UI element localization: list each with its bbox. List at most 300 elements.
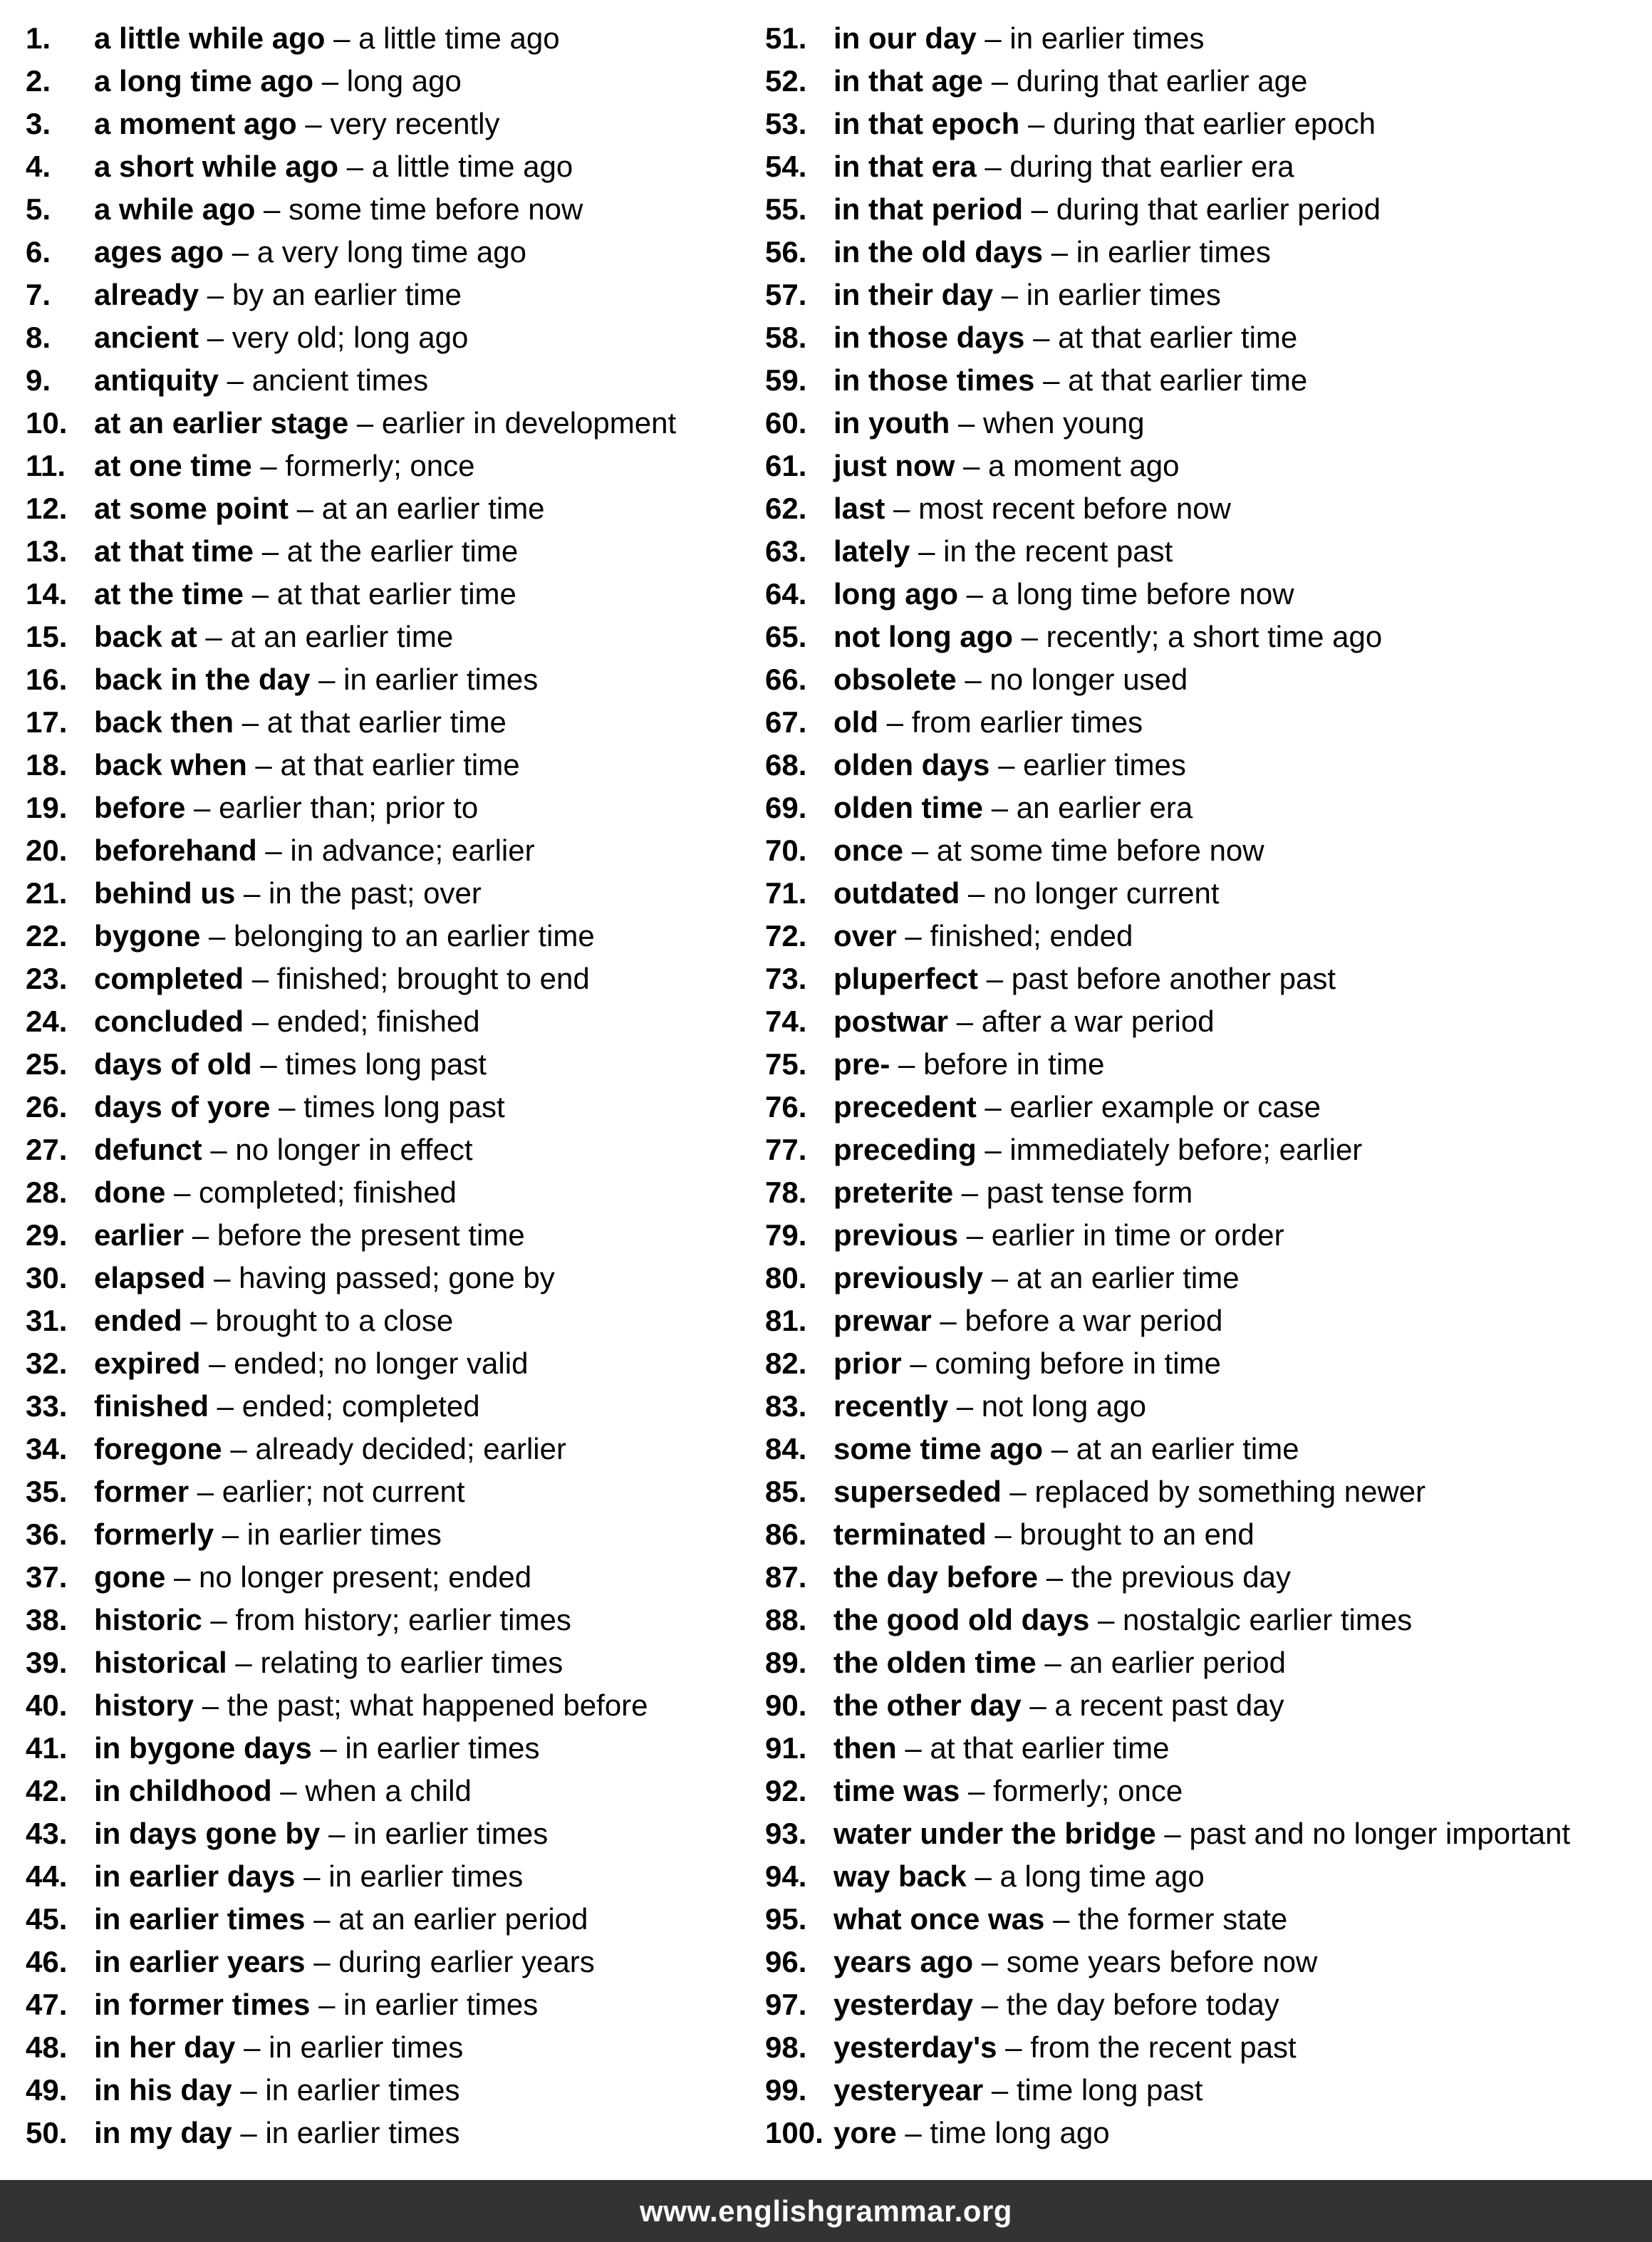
list-item — [765, 1983, 1648, 2026]
item-separator: – — [338, 150, 372, 183]
list-item — [26, 1641, 745, 1684]
list-item — [26, 616, 745, 658]
item-term: obsolete — [833, 663, 957, 696]
item-definition: in earlier times — [246, 1517, 442, 1551]
item-number: 51. — [765, 21, 807, 55]
item-number: 17. — [26, 705, 68, 739]
item-definition: before in time — [923, 1047, 1105, 1081]
item-definition: belonging to an earlier time — [234, 919, 595, 953]
item-separator: – — [320, 1817, 354, 1850]
list-item — [765, 60, 1648, 103]
item-number: 41. — [26, 1731, 68, 1765]
list-item — [26, 1684, 745, 1727]
item-separator: – — [235, 876, 269, 910]
item-number: 65. — [765, 620, 807, 653]
item-definition: during that earlier era — [1009, 150, 1294, 183]
item-term: water under the bridge — [833, 1817, 1156, 1850]
item-term: years ago — [833, 1945, 974, 1978]
item-definition: from history; earlier times — [235, 1603, 571, 1636]
item-separator: – — [1023, 192, 1056, 226]
item-number: 39. — [26, 1646, 68, 1679]
item-number: 87. — [765, 1560, 807, 1594]
item-term: elapsed — [94, 1261, 206, 1294]
item-term: concluded — [94, 1005, 244, 1038]
item-definition: in earlier times — [343, 1988, 539, 2021]
item-definition: earlier in time or order — [991, 1218, 1284, 1252]
item-separator: – — [244, 577, 277, 611]
item-definition: completed; finished — [199, 1176, 457, 1209]
item-term: behind us — [94, 876, 236, 910]
item-number: 81. — [765, 1304, 807, 1337]
item-number: 5. — [26, 192, 51, 226]
item-definition: earlier example or case — [1009, 1090, 1321, 1123]
item-term: way back — [833, 1859, 967, 1893]
list-item — [765, 316, 1648, 359]
item-separator: – — [1001, 1475, 1035, 1508]
item-number: 62. — [765, 492, 807, 525]
item-term: the good old days — [833, 1603, 1090, 1636]
footer-website-link[interactable]: www.englishgrammar.org — [640, 2194, 1012, 2228]
item-number: 77. — [765, 1133, 807, 1166]
item-term: the other day — [833, 1688, 1022, 1722]
item-number: 63. — [765, 534, 807, 568]
item-definition: a little time ago — [371, 150, 573, 183]
list-item — [26, 1214, 745, 1257]
item-number: 59. — [765, 363, 807, 397]
item-separator: – — [960, 1774, 994, 1807]
item-term: in that epoch — [833, 107, 1020, 140]
item-term: once — [833, 834, 904, 867]
item-term: in their day — [833, 278, 994, 311]
item-number: 30. — [26, 1261, 68, 1294]
list-item — [765, 658, 1648, 701]
item-term: bygone — [94, 919, 201, 953]
item-definition: before the present time — [217, 1218, 525, 1252]
item-number: 93. — [765, 1817, 807, 1850]
list-item — [765, 829, 1648, 872]
item-separator: – — [246, 748, 281, 782]
list-item — [765, 915, 1648, 957]
item-term: in my day — [94, 2116, 232, 2149]
item-separator: – — [978, 962, 1012, 995]
item-term: earlier — [94, 1218, 185, 1252]
list-item — [765, 1043, 1648, 1086]
list-item — [765, 1941, 1648, 1983]
item-term: lately — [833, 534, 910, 568]
list-item — [765, 530, 1648, 573]
item-separator: – — [983, 791, 1017, 824]
item-term: at the time — [94, 577, 244, 611]
list-item — [26, 402, 745, 445]
item-number: 98. — [765, 2030, 807, 2064]
item-term: former — [94, 1475, 189, 1508]
item-definition: at an earlier time — [1076, 1432, 1299, 1465]
item-separator: – — [165, 1176, 199, 1209]
item-definition: in earlier times — [269, 2030, 464, 2064]
item-number: 31. — [26, 1304, 68, 1337]
item-separator: – — [222, 1432, 256, 1465]
item-separator: – — [1043, 1432, 1076, 1465]
item-number: 26. — [26, 1090, 68, 1123]
item-term: a little while ago — [94, 21, 326, 55]
item-number: 72. — [765, 919, 807, 953]
item-term: old — [833, 705, 878, 739]
item-term: ended — [94, 1304, 182, 1337]
item-term: yesterday's — [833, 2030, 997, 2064]
item-number: 19. — [26, 791, 68, 824]
item-definition: already decided; earlier — [255, 1432, 566, 1465]
item-separator: – — [348, 406, 382, 440]
item-term: in earlier times — [94, 1902, 306, 1936]
item-term: in earlier days — [94, 1859, 296, 1893]
item-term: back in the day — [94, 663, 311, 696]
item-number: 25. — [26, 1047, 68, 1081]
word-list-left-column — [26, 17, 745, 2154]
list-item — [26, 103, 745, 145]
item-definition: most recent before now — [918, 492, 1231, 525]
item-number: 56. — [765, 235, 807, 269]
item-number: 13. — [26, 534, 68, 568]
item-definition: in earlier times — [265, 2073, 460, 2107]
item-term: done — [94, 1176, 166, 1209]
item-separator: – — [983, 1261, 1017, 1294]
item-number: 33. — [26, 1389, 68, 1423]
item-separator: – — [956, 663, 990, 696]
list-item — [26, 1257, 745, 1299]
item-number: 92. — [765, 1774, 807, 1807]
item-definition: some time before now — [289, 192, 583, 226]
item-separator: – — [200, 1346, 234, 1380]
item-separator: – — [256, 834, 291, 867]
list-item — [765, 1257, 1648, 1299]
item-term: in youth — [833, 406, 950, 440]
item-term: in days gone by — [94, 1817, 321, 1850]
item-separator: – — [199, 321, 232, 354]
item-term: in earlier years — [94, 1945, 306, 1978]
item-term: before — [94, 791, 186, 824]
item-number: 4. — [26, 150, 51, 183]
item-number: 24. — [26, 1005, 68, 1038]
item-separator: – — [896, 919, 930, 953]
item-number: 68. — [765, 748, 807, 782]
item-term: over — [833, 919, 897, 953]
list-item — [765, 1513, 1648, 1556]
item-number: 48. — [26, 2030, 68, 2064]
item-separator: – — [1024, 321, 1059, 354]
item-number: 64. — [765, 577, 807, 611]
item-separator: – — [202, 1603, 236, 1636]
list-item — [765, 1385, 1648, 1428]
item-definition: not long ago — [981, 1389, 1147, 1423]
item-number: 20. — [26, 834, 68, 867]
item-separator: – — [1036, 1646, 1070, 1679]
item-definition: during that earlier period — [1056, 192, 1381, 226]
item-term: prior — [833, 1346, 902, 1380]
list-item — [26, 274, 745, 316]
list-item — [26, 1556, 745, 1599]
item-definition: earlier in development — [381, 406, 677, 440]
item-term: a short while ago — [94, 150, 339, 183]
item-definition: in earlier times — [353, 1817, 549, 1850]
item-term: back then — [94, 705, 234, 739]
item-definition: earlier than; prior to — [219, 791, 479, 824]
item-term: at an earlier stage — [94, 406, 349, 440]
item-separator: – — [948, 1389, 982, 1423]
item-separator: – — [244, 962, 277, 995]
item-separator: – — [903, 834, 937, 867]
item-term: previously — [833, 1261, 984, 1294]
item-number: 40. — [26, 1688, 68, 1722]
item-number: 94. — [765, 1859, 807, 1893]
item-number: 53. — [765, 107, 807, 140]
item-separator: – — [165, 1560, 199, 1594]
item-term: in childhood — [94, 1774, 272, 1807]
item-term: in his day — [94, 2073, 232, 2107]
item-separator: – — [1044, 1902, 1079, 1936]
item-definition: by an earlier time — [232, 278, 462, 311]
list-item — [26, 872, 745, 915]
item-definition: the previous day — [1071, 1560, 1291, 1594]
item-number: 21. — [26, 876, 68, 910]
item-definition: from earlier times — [911, 705, 1143, 739]
item-definition: time long ago — [930, 2116, 1110, 2149]
item-definition: brought to an end — [1019, 1517, 1254, 1551]
item-definition: at an earlier period — [338, 1902, 588, 1936]
item-number: 52. — [765, 64, 807, 98]
item-definition: finished; brought to end — [276, 962, 590, 995]
item-definition: at that earlier time — [280, 748, 520, 782]
item-term: then — [833, 1731, 897, 1765]
item-number: 50. — [26, 2116, 68, 2149]
item-definition: no longer in effect — [235, 1133, 473, 1166]
list-item — [765, 231, 1648, 274]
item-definition: during that earlier age — [1016, 64, 1308, 98]
item-number: 57. — [765, 278, 807, 311]
item-separator: – — [200, 919, 234, 953]
item-definition: in earlier times — [328, 1859, 524, 1893]
item-separator: – — [310, 663, 344, 696]
list-item — [765, 17, 1648, 60]
item-number: 88. — [765, 1603, 807, 1636]
item-definition: at that earlier time — [1068, 363, 1308, 397]
item-term: postwar — [833, 1005, 949, 1038]
item-term: pre- — [833, 1047, 890, 1081]
list-item — [765, 872, 1648, 915]
word-list-right-column — [765, 17, 1648, 2154]
list-item — [26, 1128, 745, 1171]
item-definition: ended; finished — [276, 1005, 480, 1038]
item-definition: past tense form — [986, 1176, 1193, 1209]
list-item — [26, 1171, 745, 1214]
list-item — [26, 60, 745, 103]
list-item — [26, 787, 745, 829]
item-term: in the old days — [833, 235, 1044, 269]
item-number: 22. — [26, 919, 68, 953]
item-term: formerly — [94, 1517, 214, 1551]
item-definition: times long past — [285, 1047, 487, 1081]
list-item — [765, 1812, 1648, 1855]
list-item — [765, 1727, 1648, 1770]
item-number: 71. — [765, 876, 807, 910]
item-number: 14. — [26, 577, 68, 611]
item-number: 46. — [26, 1945, 68, 1978]
item-separator: – — [993, 278, 1027, 311]
item-definition: times long past — [303, 1090, 505, 1123]
item-separator: – — [270, 1090, 304, 1123]
word-list — [0, 17, 1652, 2154]
item-separator: – — [271, 1774, 306, 1807]
list-item — [765, 402, 1648, 445]
item-term: in her day — [94, 2030, 236, 2064]
item-definition: at that earlier time — [276, 577, 516, 611]
list-item — [26, 145, 745, 188]
item-number: 69. — [765, 791, 807, 824]
item-term: beforehand — [94, 834, 257, 867]
item-definition: in earlier times — [265, 2116, 460, 2149]
item-definition: nostalgic earlier times — [1123, 1603, 1413, 1636]
item-term: in that era — [833, 150, 977, 183]
item-definition: at that earlier time — [930, 1731, 1170, 1765]
item-term: what once was — [833, 1902, 1045, 1936]
item-definition: in earlier times — [345, 1731, 540, 1765]
item-term: just now — [833, 449, 955, 482]
item-separator: – — [325, 21, 359, 55]
item-definition: during that earlier epoch — [1053, 107, 1376, 140]
item-term: some time ago — [833, 1432, 1044, 1465]
list-item — [26, 1770, 745, 1812]
item-number: 23. — [26, 962, 68, 995]
item-definition: very recently — [330, 107, 500, 140]
item-term: at one time — [94, 449, 252, 482]
item-separator: – — [1089, 1603, 1123, 1636]
item-term: olden days — [833, 748, 990, 782]
list-item — [765, 274, 1648, 316]
item-definition: at some time before now — [936, 834, 1264, 867]
item-separator: – — [953, 1176, 987, 1209]
list-item — [765, 145, 1648, 188]
item-term: historic — [94, 1603, 202, 1636]
item-number: 3. — [26, 107, 51, 140]
item-term: days of yore — [94, 1090, 271, 1123]
item-term: in that period — [833, 192, 1023, 226]
item-definition: replaced by something newer — [1034, 1475, 1426, 1508]
list-item — [26, 1513, 745, 1556]
item-number: 47. — [26, 1988, 68, 2021]
item-separator: – — [1034, 363, 1069, 397]
item-definition: no longer present; ended — [199, 1560, 532, 1594]
item-separator: – — [254, 534, 287, 568]
item-term: in former times — [94, 1988, 311, 2021]
item-number: 100. — [765, 2116, 824, 2149]
item-definition: having passed; gone by — [239, 1261, 555, 1294]
item-term: in that age — [833, 64, 984, 98]
item-number: 95. — [765, 1902, 807, 1936]
item-definition: the past; what happened before — [227, 1688, 648, 1722]
item-number: 55. — [765, 192, 807, 226]
list-item — [26, 1470, 745, 1513]
item-number: 38. — [26, 1603, 68, 1636]
item-definition: at an earlier time — [230, 620, 454, 653]
item-separator: – — [960, 876, 994, 910]
list-item — [765, 1214, 1648, 1257]
item-term: yesteryear — [833, 2073, 984, 2107]
item-number: 42. — [26, 1774, 68, 1807]
item-separator: – — [1155, 1817, 1190, 1850]
item-term: expired — [94, 1346, 201, 1380]
item-separator: – — [1043, 235, 1076, 269]
list-item — [26, 1428, 745, 1470]
item-definition: earlier; not current — [222, 1475, 465, 1508]
item-definition: formerly; once — [285, 449, 475, 482]
item-separator: – — [209, 1389, 242, 1423]
item-definition: when a child — [305, 1774, 472, 1807]
item-number: 73. — [765, 962, 807, 995]
item-separator: – — [296, 107, 331, 140]
item-number: 6. — [26, 235, 51, 269]
item-separator: – — [948, 1005, 982, 1038]
item-term: olden time — [833, 791, 984, 824]
item-separator: – — [251, 1047, 286, 1081]
item-definition: in earlier times — [1026, 278, 1221, 311]
list-item — [765, 1000, 1648, 1043]
list-item — [26, 701, 745, 744]
item-number: 90. — [765, 1688, 807, 1722]
item-separator: – — [255, 192, 289, 226]
item-number: 82. — [765, 1346, 807, 1380]
list-item — [26, 231, 745, 274]
list-item — [26, 188, 745, 231]
item-number: 9. — [26, 363, 51, 397]
list-item — [765, 487, 1648, 530]
item-term: precedent — [833, 1090, 977, 1123]
item-number: 99. — [765, 2073, 807, 2107]
item-separator: – — [313, 64, 347, 98]
item-term: days of old — [94, 1047, 252, 1081]
item-number: 27. — [26, 1133, 68, 1166]
item-term: pluperfect — [833, 962, 979, 995]
item-separator: – — [199, 278, 232, 311]
list-item — [26, 1086, 745, 1128]
list-item — [765, 573, 1648, 616]
item-number: 76. — [765, 1090, 807, 1123]
item-number: 36. — [26, 1517, 68, 1551]
list-item — [765, 2069, 1648, 2112]
item-number: 15. — [26, 620, 68, 653]
item-number: 34. — [26, 1432, 68, 1465]
item-separator: – — [1038, 1560, 1071, 1594]
item-number: 96. — [765, 1945, 807, 1978]
item-number: 10. — [26, 406, 68, 440]
list-item — [765, 787, 1648, 829]
item-separator: – — [958, 1218, 992, 1252]
item-number: 49. — [26, 2073, 68, 2107]
list-item — [26, 2026, 745, 2069]
list-item — [26, 487, 745, 530]
item-term: back at — [94, 620, 197, 653]
item-separator: – — [234, 705, 267, 739]
list-item — [26, 445, 745, 487]
item-term: historical — [94, 1646, 227, 1679]
item-separator: – — [966, 1859, 1000, 1893]
item-definition: a little time ago — [358, 21, 560, 55]
list-item — [26, 2112, 745, 2154]
list-item — [26, 1000, 745, 1043]
list-item — [765, 1428, 1648, 1470]
item-number: 28. — [26, 1176, 68, 1209]
list-item — [26, 658, 745, 701]
item-number: 79. — [765, 1218, 807, 1252]
item-separator: – — [197, 620, 231, 653]
